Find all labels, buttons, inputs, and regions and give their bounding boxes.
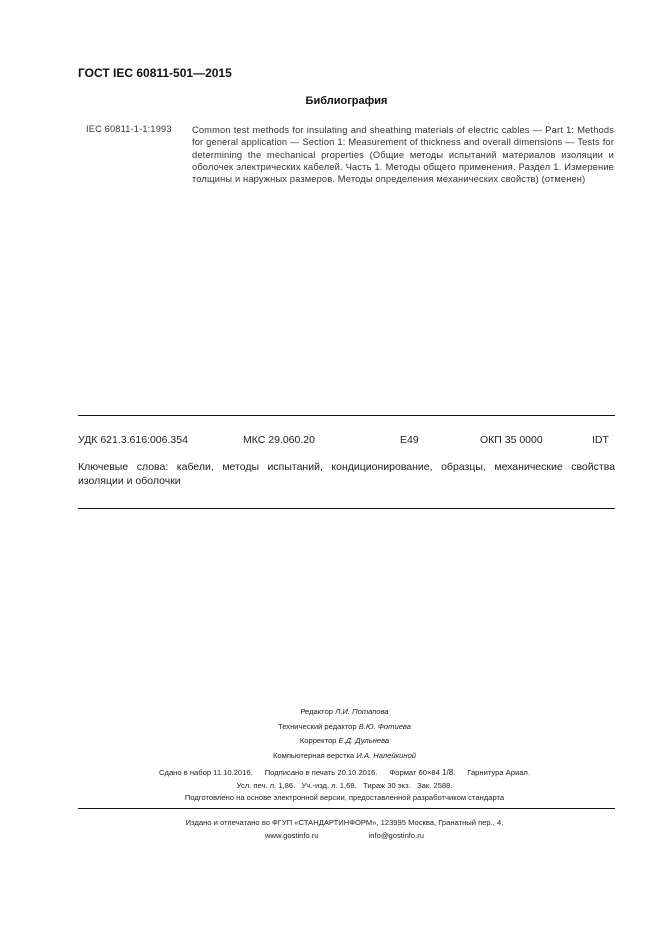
publisher-line: Издано и отпечатано во ФГУП «СТАНДАРТИНФОРМ», 123995 Москва, Гранатный пер., 4. [185, 818, 504, 827]
divider-bottom [78, 508, 615, 509]
keywords: Ключевые слова: кабели, методы испытаний, кондиционирование, образцы, механические свойства изоляции и оболочки [78, 461, 615, 487]
e-code: Е49 [400, 434, 419, 446]
divider-imprint [78, 808, 615, 809]
credit-editor: Редактор Л.И. Потапова [300, 707, 389, 716]
credit-proofreader: Корректор Е.Д. Дульнева [299, 736, 390, 745]
imprint-prepared: Подготовлено на основе электронной версии, предоставленной разработчиком стандарта [184, 793, 505, 802]
mks-code: МКС 29.060.20 [243, 434, 315, 446]
credits-block [0, 705, 661, 763]
document-code: ГОСТ IEC 60811-501—2015 [78, 66, 232, 80]
credit-tech-editor: Технический редактор В.Ю. Фотиева [278, 721, 411, 731]
okp-code: ОКП 35 0000 [480, 434, 543, 446]
website-link[interactable]: www.gostinfo.ru [264, 831, 319, 840]
imprint-line-1: Сдано в набор 11.10.2016. Подписано в печать 20.10.2016. Формат 60×84 1/8. Гарнитура Ариал. [159, 768, 530, 777]
section-title: Библиография [305, 95, 388, 107]
divider-top [78, 415, 615, 416]
reference-id: IEC 60811-1-1:1993 [86, 124, 172, 134]
credit-layout: Компьютерная верстка И.А. Налейкиной [272, 750, 417, 760]
idt-code: IDT [592, 434, 609, 446]
publisher-contacts [0, 831, 661, 840]
udk-code: УДК 621.3.616:006.354 [78, 434, 188, 446]
email-link[interactable]: info@gostinfo.ru [368, 831, 425, 840]
imprint-line-2: Усл. печ. л. 1,86. Уч.-изд. л. 1,68. Тираж 30 экз. Зак. 2588. [236, 781, 453, 790]
reference-text: Common test methods for insulating and sheathing materials of electric cables — Part 1: Methods for general application — Section 1: Measurement of thickness and overall dimensions — Tests for determining the mechanical properties (Общие методы испытаний материалов изоляции и оболочек электрических кабелей. Часть 1. Методы общего применения. Раздел 1. Измерение толщины и наружных размеров. Методы определения механических свойств) (отменен) [192, 125, 614, 185]
